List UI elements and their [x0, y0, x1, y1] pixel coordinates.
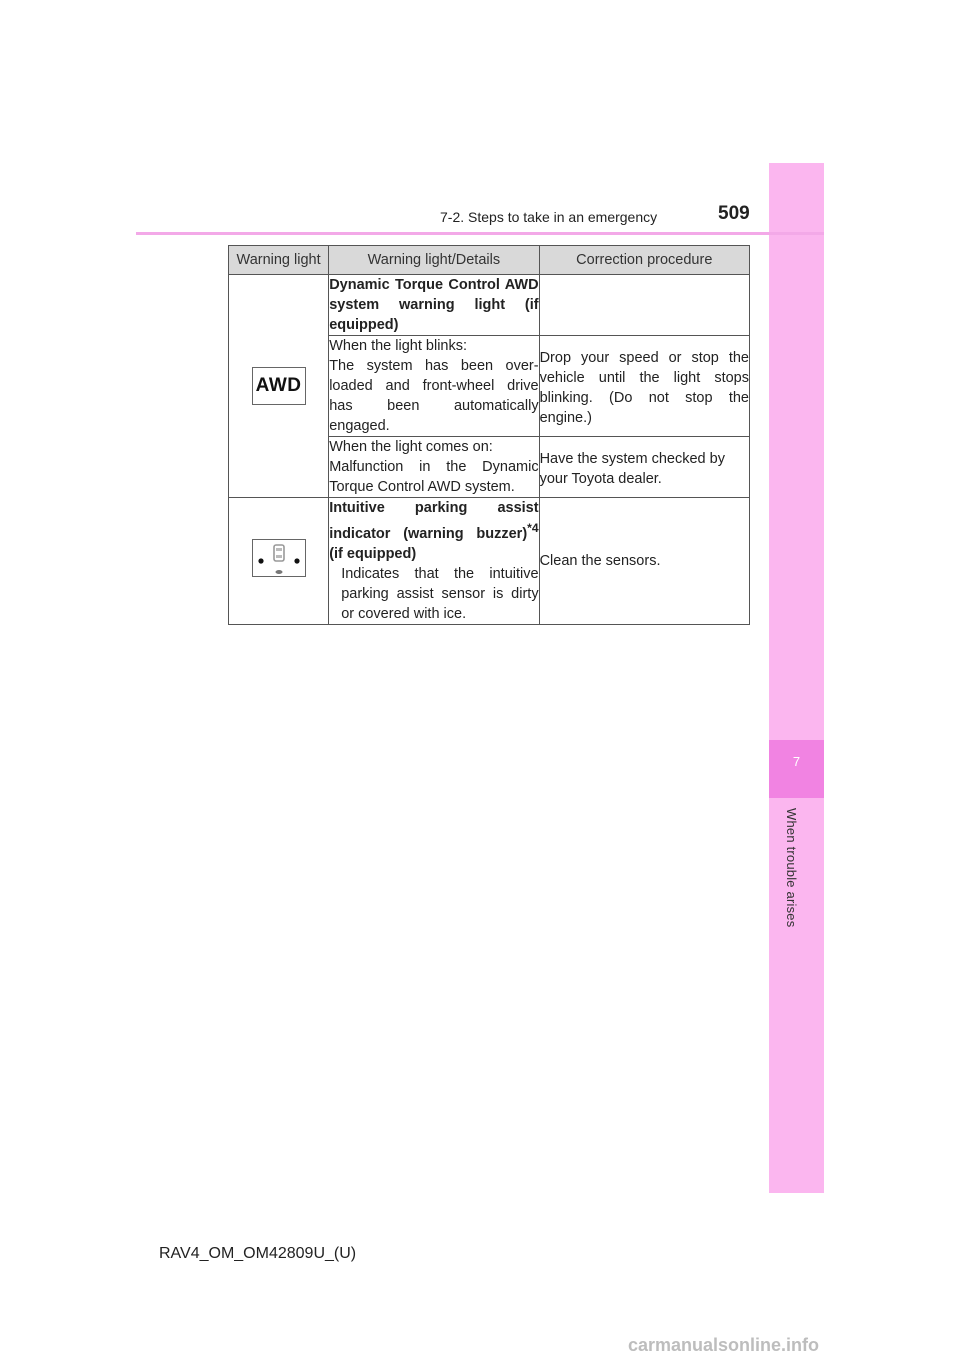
awd-warning-icon: AWD	[252, 367, 306, 405]
awd-blink-procedure: Drop your speed or stop the vehicle until the light stops blinking. (Do not stop the engine.)	[539, 336, 749, 437]
header-rule	[136, 232, 824, 235]
parking-title-text: Intuitive parking assist indicator (warning buzzer)	[329, 500, 539, 542]
chapter-number-tab	[769, 740, 824, 798]
table-header-row	[229, 246, 750, 275]
awd-title: Dynamic Torque Control AWD system warning light (if equipped)	[329, 275, 539, 336]
chapter-label: When trouble arises	[784, 808, 799, 928]
chapter-side-tab	[769, 163, 824, 1193]
watermark: carmanualsonline.info	[628, 1335, 820, 1355]
table-row	[229, 498, 750, 625]
parking-icon-cell	[229, 498, 329, 625]
warning-light-table	[228, 245, 750, 625]
parking-title	[329, 498, 538, 564]
page-number: 509	[718, 203, 750, 224]
parking-assist-icon	[252, 539, 306, 577]
manual-code: RAV4_OM_OM42809U_(U)	[159, 1245, 357, 1262]
parking-detail: Indicates that the intuitive parking assist sensor is dirty or covered with ice.	[341, 565, 539, 622]
table-row	[229, 275, 750, 336]
chapter-number: 7	[792, 754, 801, 769]
awd-on-detail: Malfunction in the Dynamic Torque Control AWD system.	[329, 459, 539, 495]
awd-on-condition: When the light comes on:	[329, 439, 493, 455]
parking-details	[329, 498, 539, 625]
section-title: 7-2. Steps to take in an emergency	[440, 209, 658, 225]
awd-blink-details	[329, 336, 539, 437]
parking-procedure: Clean the sensors.	[539, 498, 749, 625]
col-header-warning-light: Warning light	[229, 246, 329, 275]
col-header-procedure: Correction procedure	[539, 246, 749, 275]
awd-blink-condition: When the light blinks:	[329, 338, 468, 354]
awd-on-details	[329, 437, 539, 498]
awd-blink-detail: The system has been over-loaded and front-wheel drive has been automatically engaged.	[329, 358, 539, 434]
awd-icon-cell	[229, 275, 329, 498]
awd-on-procedure: Have the system checked by your Toyota dealer.	[539, 437, 749, 498]
col-header-details: Warning light/Details	[329, 246, 539, 275]
empty-cell	[539, 275, 749, 336]
parking-footnote-mark: *4	[527, 521, 539, 535]
parking-title-suffix: (if equipped)	[329, 545, 417, 562]
